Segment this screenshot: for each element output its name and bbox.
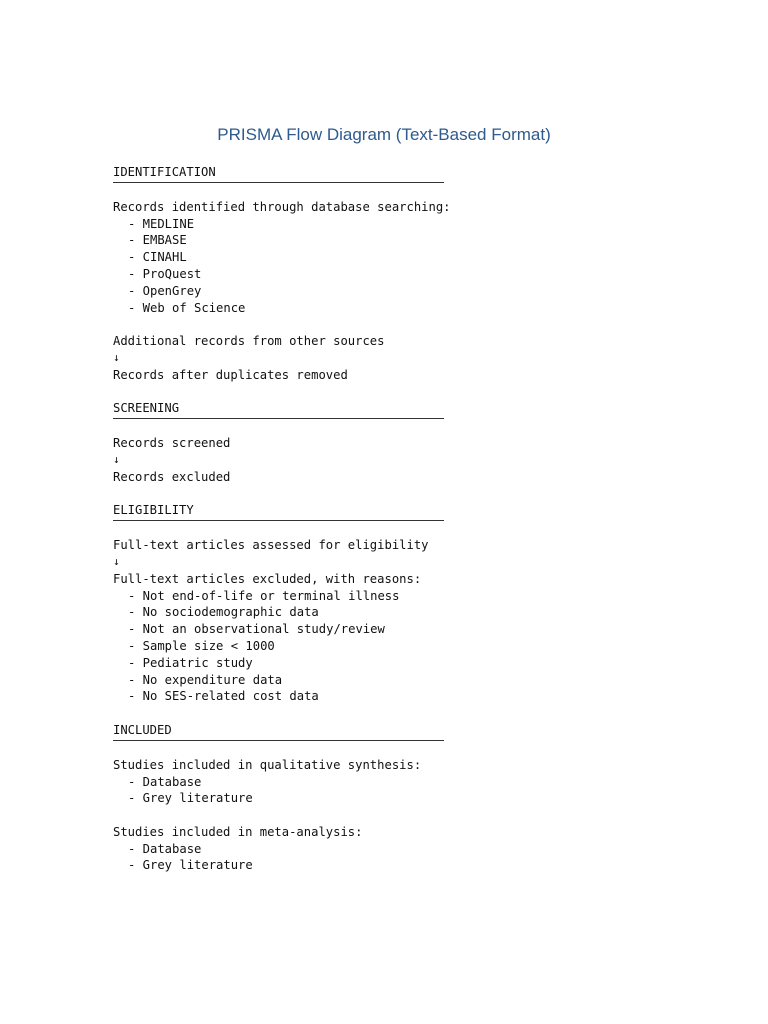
eligibility-section [113,502,713,705]
section-divider [113,520,444,521]
qualitative-synthesis-label: Studies included in qualitative synthesis: [113,757,422,772]
exclusion-reason-item: - No SES-related cost data [128,689,319,704]
fulltext-assessed-text: Full-text articles assessed for eligibility [113,538,429,553]
meta-source-item: - Database [128,841,202,856]
down-arrow-icon: ↓ [113,452,120,466]
exclusion-reason-item: - Pediatric study [128,655,253,670]
qualitative-source-item: - Grey literature [128,791,253,806]
exclusion-reason-item: - Sample size < 1000 [128,638,275,653]
db-search-label: Records identified through database searching: [113,199,451,214]
database-item: - Web of Science [128,300,246,315]
section-divider [113,418,444,419]
included-section [113,722,713,874]
records-excluded-text: Records excluded [113,469,231,484]
database-item: - CINAHL [128,250,187,265]
database-item: - MEDLINE [128,216,195,231]
fulltext-excluded-label: Full-text articles excluded, with reasons: [113,571,422,586]
qualitative-source-item: - Database [128,774,202,789]
section-divider [113,740,444,741]
database-item: - EMBASE [128,233,187,248]
records-screened-text: Records screened [113,436,231,451]
spacer [113,316,713,333]
exclusion-reason-item: - Not end-of-life or terminal illness [128,588,400,603]
meta-source-item: - Grey literature [128,858,253,873]
section-divider [113,182,444,183]
section-heading-eligibility: ELIGIBILITY [113,503,194,518]
exclusion-reason-item: - No sociodemographic data [128,605,319,620]
section-heading-identification: IDENTIFICATION [113,165,216,179]
exclusion-reason-item: - No expenditure data [128,672,283,687]
section-heading-screening: SCREENING [113,401,180,416]
exclusion-reason-item: - Not an observational study/review [128,622,385,637]
section-heading-included: INCLUDED [113,722,172,737]
screening-section [113,400,713,485]
down-arrow-icon: ↓ [113,350,120,364]
meta-analysis-label: Studies included in meta-analysis: [113,824,363,839]
database-item: - ProQuest [128,266,202,281]
prisma-text-diagram [113,164,713,891]
identification-section [113,164,713,384]
other-sources-text: Additional records from other sources [113,334,385,349]
down-arrow-icon: ↓ [113,554,120,568]
page-title: PRISMA Flow Diagram (Text-Based Format) [217,125,551,144]
database-item: - OpenGrey [128,283,202,298]
spacer [113,807,713,824]
after-duplicates-text: Records after duplicates removed [113,367,348,382]
